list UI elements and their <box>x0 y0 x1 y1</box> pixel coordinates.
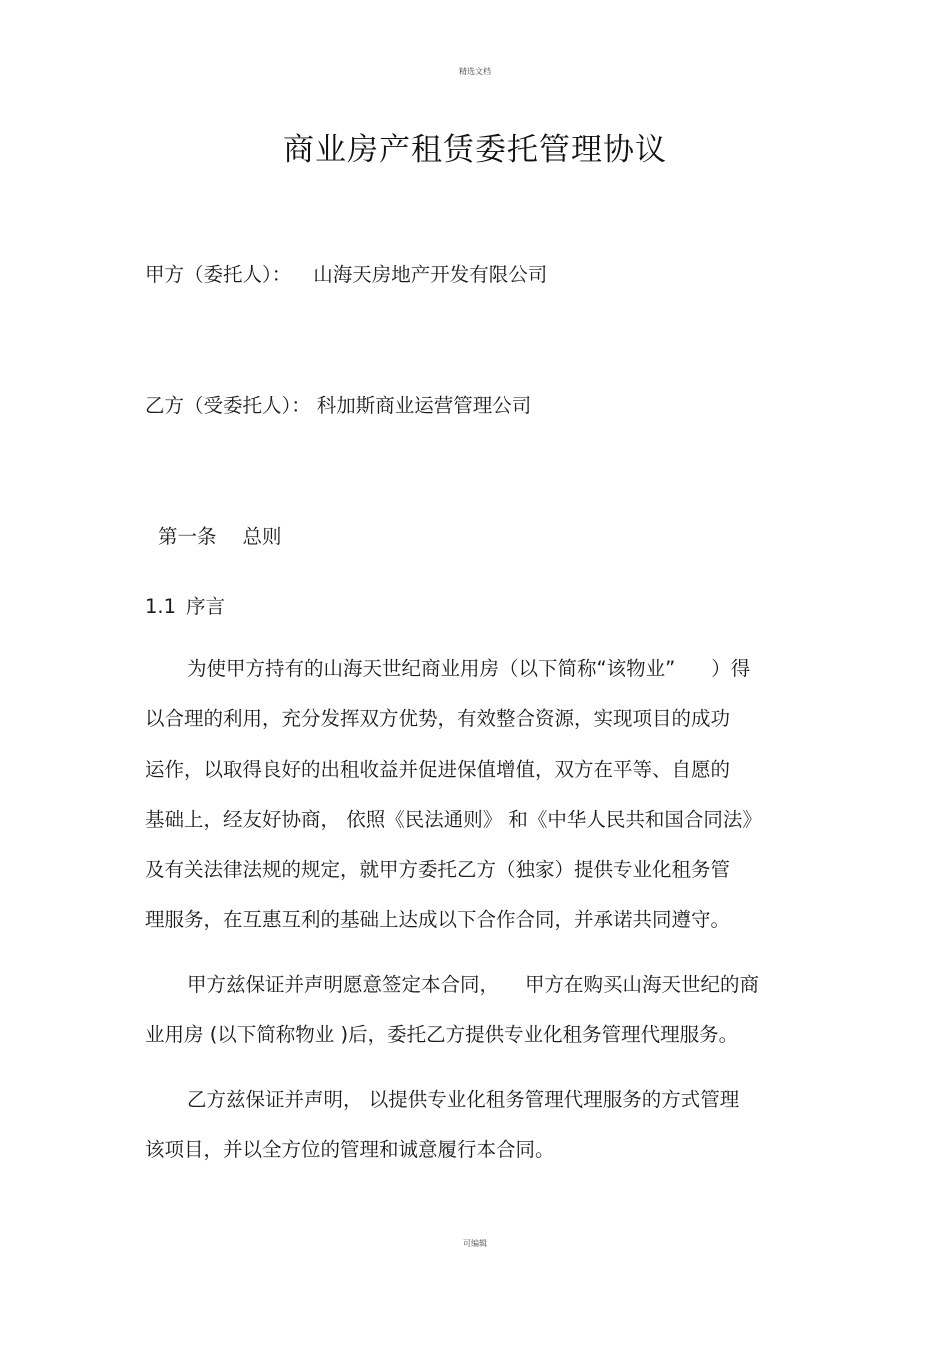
paragraph-2-line-1-b: 甲方在购买山海天世纪的商 <box>525 973 760 996</box>
paragraph-1-line-1 <box>187 656 750 682</box>
section-heading <box>145 594 225 620</box>
party-a-label: 甲方（委托人）： <box>145 263 292 286</box>
paragraph-1-line-6: 理服务，在互惠互利的基础上达成以下合作合同，并承诺共同遵守。 <box>145 908 731 931</box>
article-heading <box>158 524 282 550</box>
paragraph-1-line-5: 及有关法律法规的规定，就甲方委托乙方（独家）提供专业化租务管 <box>145 858 731 881</box>
party-b-value: 科加斯商业运营管理公司 <box>316 394 532 417</box>
section-number: 1.1 <box>145 595 177 618</box>
document-title: 商业房产租赁委托管理协议 <box>283 132 667 168</box>
paragraph-2-line-1 <box>187 972 759 998</box>
article-number: 第一条 <box>158 525 217 548</box>
page-header-note: 精选文档 <box>459 67 491 76</box>
paragraph-3-line-2: 该项目，并以全方位的管理和诚意履行本合同。 <box>145 1138 555 1161</box>
paragraph-1-line-1-a: 为使甲方持有的山海天世纪商业用房（以下简称“该物业” <box>187 657 676 680</box>
paragraph-1-line-3: 运作，以取得良好的出租收益并促进保值增值，双方在平等、自愿的 <box>145 758 731 781</box>
paragraph-1-line-1-b: ）得 <box>711 657 751 680</box>
article-name: 总则 <box>242 525 282 548</box>
page-footer-note: 可编辑 <box>463 1239 487 1248</box>
party-b-line <box>145 393 531 419</box>
party-b-label: 乙方（受委托人）： <box>145 394 311 417</box>
paragraph-1-line-2: 以合理的利用，充分发挥双方优势，有效整合资源，实现项目的成功 <box>145 707 731 730</box>
paragraph-3-line-1: 乙方兹保证并声明， 以提供专业化租务管理代理服务的方式管理 <box>187 1088 740 1111</box>
section-name: 序言 <box>186 595 226 618</box>
party-a-line <box>145 262 547 288</box>
paragraph-1-line-4: 基础上，经友好协商， 依照《民法通则》 和《中华人民共和国合同法》 <box>145 808 762 831</box>
paragraph-2-line-2: 业用房 (以下简称物业 )后，委托乙方提供专业化租务管理代理服务。 <box>145 1023 739 1046</box>
paragraph-2-line-1-a: 甲方兹保证并声明愿意签定本合同， <box>187 973 500 996</box>
party-a-value: 山海天房地产开发有限公司 <box>313 263 548 286</box>
